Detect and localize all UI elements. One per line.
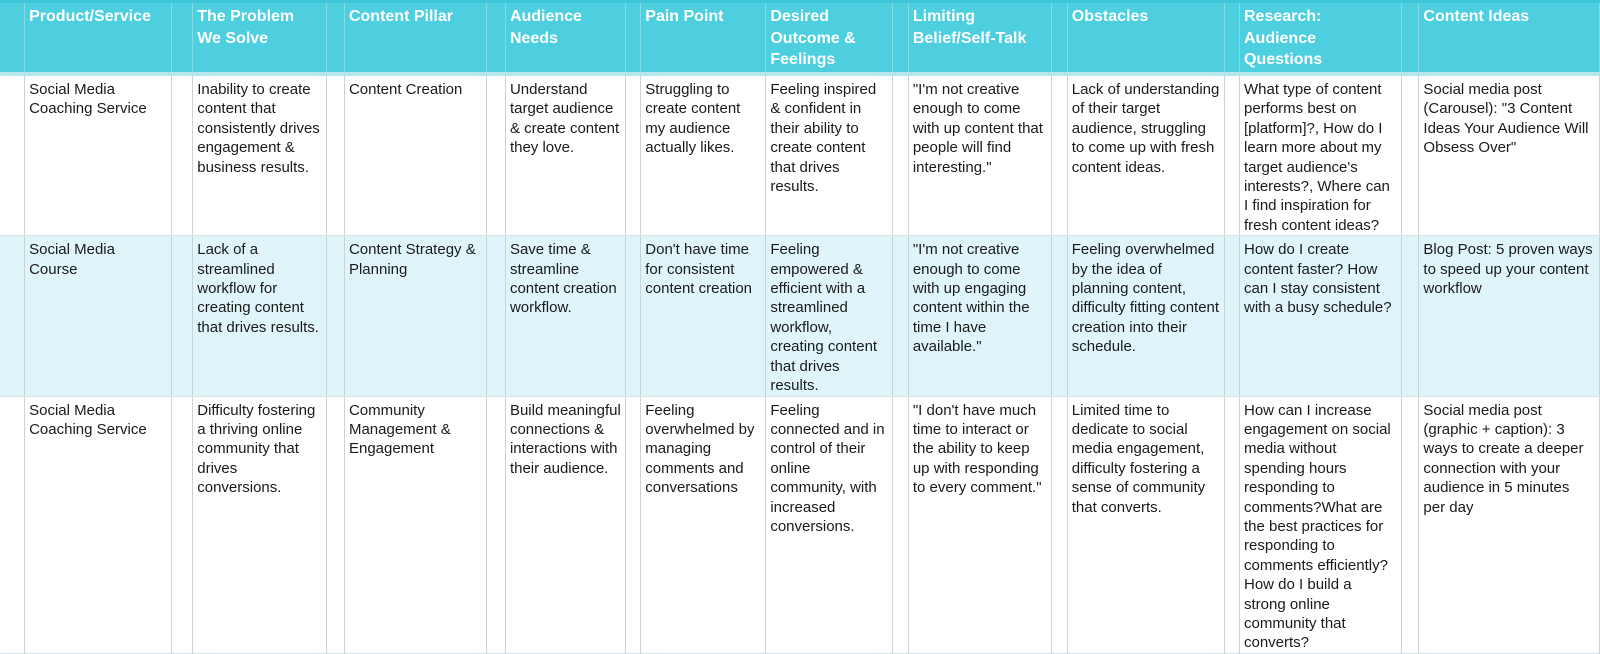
header-spacer xyxy=(1224,3,1239,74)
cell-product[interactable]: Social Media Coaching Service xyxy=(25,74,172,236)
header-spacer xyxy=(625,3,640,74)
cell-ideas[interactable]: Blog Post: 5 proven ways to speed up your content workflow xyxy=(1419,236,1600,396)
spacer-cell xyxy=(1224,236,1239,396)
cell-pain[interactable]: Struggling to create content my audience actually likes. xyxy=(641,74,766,236)
table-row xyxy=(0,74,1600,236)
spacer-cell xyxy=(326,236,344,396)
cell-needs[interactable]: Understand target audience & create content they love. xyxy=(505,74,625,236)
header-row xyxy=(0,3,1600,74)
cell-problem[interactable]: Inability to create content that consistently drives engagement & business results. xyxy=(193,74,326,236)
cell-outcome[interactable]: Feeling connected and in control of their online community, with increased conversions. xyxy=(766,396,893,653)
cell-obstacles[interactable]: Limited time to dedicate to social media engagement, difficulty fostering a sense of community that converts. xyxy=(1067,396,1224,653)
cell-needs[interactable]: Build meaningful connections & interactions with their audience. xyxy=(505,396,625,653)
header-product-service[interactable]: Product/Service xyxy=(25,3,172,74)
table-row xyxy=(0,396,1600,653)
table-row xyxy=(0,236,1600,396)
spacer-cell xyxy=(1401,236,1418,396)
cell-questions[interactable]: How can I increase engagement on social media without spending hours responding to comments?What are the best practices for responding to comments efficiently? How do I build a strong online community that converts? xyxy=(1239,396,1401,653)
cell-obstacles[interactable]: Feeling overwhelmed by the idea of planning content, difficulty fitting content creation into their schedule. xyxy=(1067,236,1224,396)
content-strategy-table xyxy=(0,3,1600,654)
spacer-cell xyxy=(1052,74,1067,236)
spacer-cell xyxy=(893,396,908,653)
cell-pain[interactable]: Don't have time for consistent content creation xyxy=(641,236,766,396)
spacer-cell xyxy=(1401,396,1418,653)
spacer-cell xyxy=(487,236,505,396)
header-content-ideas[interactable]: Content Ideas xyxy=(1419,3,1600,74)
spacer-cell xyxy=(625,396,640,653)
header-spacer xyxy=(487,3,505,74)
spacer-cell xyxy=(0,236,25,396)
spacer-cell xyxy=(326,74,344,236)
cell-questions[interactable]: How do I create content faster? How can I stay consistent with a busy schedule? xyxy=(1239,236,1401,396)
cell-pain[interactable]: Feeling overwhelmed by managing comments and conversations xyxy=(641,396,766,653)
spacer-cell xyxy=(487,396,505,653)
cell-outcome[interactable]: Feeling empowered & efficient with a streamlined workflow, creating content that drives results. xyxy=(766,236,893,396)
cell-ideas[interactable]: Social media post (Carousel): "3 Content Ideas Your Audience Will Obsess Over" xyxy=(1419,74,1600,236)
cell-product[interactable]: Social Media Coaching Service xyxy=(25,396,172,653)
header-research-questions[interactable]: Research: Audience Questions xyxy=(1239,3,1401,74)
spacer-cell xyxy=(1224,74,1239,236)
spacer-cell xyxy=(171,396,193,653)
spacer-cell xyxy=(0,74,25,236)
cell-obstacles[interactable]: Lack of understanding of their target audience, struggling to come up with fresh content ideas. xyxy=(1067,74,1224,236)
cell-problem[interactable]: Difficulty fostering a thriving online community that drives conversions. xyxy=(193,396,326,653)
header-audience-needs[interactable]: Audience Needs xyxy=(505,3,625,74)
cell-belief[interactable]: "I don't have much time to interact or the ability to keep up with responding to every comment." xyxy=(908,396,1052,653)
header-spacer xyxy=(1052,3,1067,74)
cell-outcome[interactable]: Feeling inspired & confident in their ability to create content that drives results. xyxy=(766,74,893,236)
cell-pillar[interactable]: Community Management & Engagement xyxy=(344,396,487,653)
spacer-cell xyxy=(1224,396,1239,653)
cell-questions[interactable]: What type of content performs best on [platform]?, How do I learn more about my target audience's interests?, Where can I find inspiration for fresh content ideas? xyxy=(1239,74,1401,236)
header-spacer xyxy=(1401,3,1418,74)
cell-product[interactable]: Social Media Course xyxy=(25,236,172,396)
spacer-cell xyxy=(893,74,908,236)
header-pain-point[interactable]: Pain Point xyxy=(641,3,766,74)
header-content-pillar[interactable]: Content Pillar xyxy=(344,3,487,74)
cell-pillar[interactable]: Content Creation xyxy=(344,74,487,236)
spacer-cell xyxy=(171,74,193,236)
spacer-cell xyxy=(0,396,25,653)
spacer-cell xyxy=(1052,236,1067,396)
cell-problem[interactable]: Lack of a streamlined workflow for creating content that drives results. xyxy=(193,236,326,396)
spacer-cell xyxy=(487,74,505,236)
header-spacer xyxy=(0,3,25,74)
spacer-cell xyxy=(625,236,640,396)
cell-ideas[interactable]: Social media post (graphic + caption): 3 ways to create a deeper connection with your audience in 5 minutes per day xyxy=(1419,396,1600,653)
spacer-cell xyxy=(1052,396,1067,653)
cell-belief[interactable]: "I'm not creative enough to come with up engaging content within the time I have available." xyxy=(908,236,1052,396)
header-limiting-belief[interactable]: Limiting Belief/Self-Talk xyxy=(908,3,1052,74)
cell-belief[interactable]: "I'm not creative enough to come with up content that people will find interesting." xyxy=(908,74,1052,236)
header-spacer xyxy=(171,3,193,74)
spacer-cell xyxy=(893,236,908,396)
header-obstacles[interactable]: Obstacles xyxy=(1067,3,1224,74)
cell-needs[interactable]: Save time & streamline content creation workflow. xyxy=(505,236,625,396)
spacer-cell xyxy=(625,74,640,236)
header-spacer xyxy=(326,3,344,74)
cell-pillar[interactable]: Content Strategy & Planning xyxy=(344,236,487,396)
spacer-cell xyxy=(326,396,344,653)
spacer-cell xyxy=(1401,74,1418,236)
spacer-cell xyxy=(171,236,193,396)
header-problem[interactable]: The Problem We Solve xyxy=(193,3,326,74)
header-spacer xyxy=(893,3,908,74)
header-desired-outcome[interactable]: Desired Outcome & Feelings xyxy=(766,3,893,74)
